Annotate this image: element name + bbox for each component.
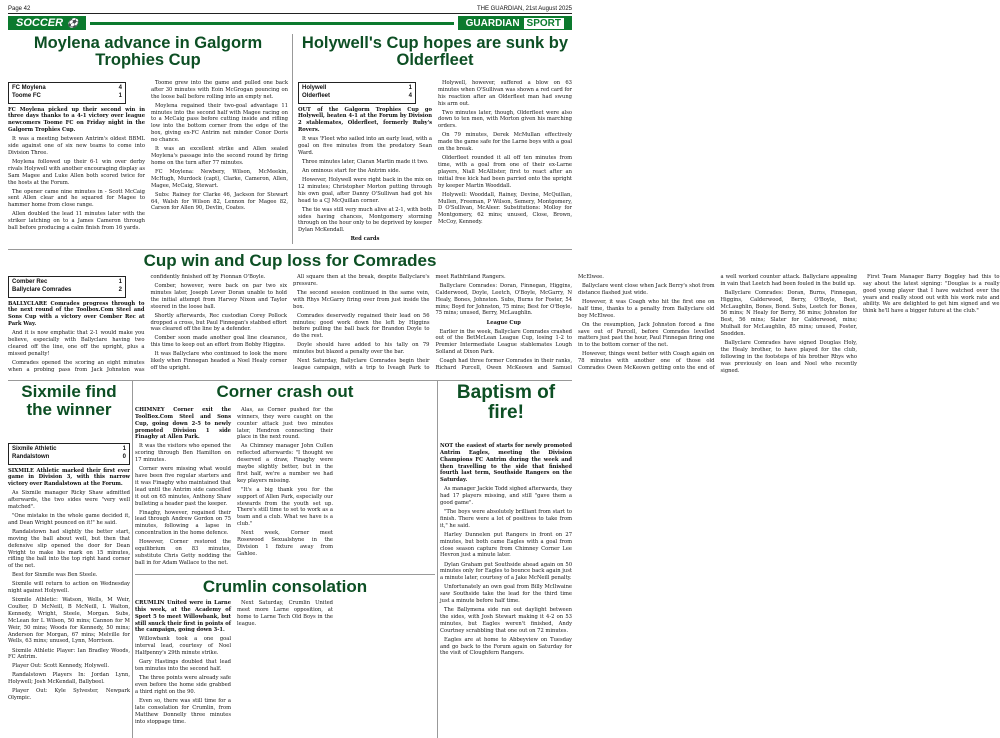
- paragraph: As Chimney manager John Cullen reflected afterwards: "I thought we deserved a draw, Finaghy were maybe slightly better, but in the first half, we're a number we had key players missing.: [237, 443, 333, 484]
- paragraph: Holywell: Wooddall, Rainey, Devine, McQuillan, Mullen, Freeman, P Wilson, Semery, Montgomery, D O'Sullivan, McAleer. Substitutions: Molloy for Montgomery, 62 mins; unused, Close, Brown, McCoy, Kennedy.: [438, 191, 572, 226]
- story-corner: [135, 383, 435, 571]
- story-body: [135, 600, 435, 734]
- score-row: Randalstown 0: [12, 453, 126, 460]
- paragraph: Shortly afterwards, Rec custodian Corey Pollock dropped a cross, but Paul Finnegan's stabbed effort was cleared off the line by a defender.: [150, 312, 287, 333]
- paragraph: First Team Manager Barry Boggley had this to say about the latest signing: "Douglas is a really good young player that I have watched over the years and really stood out with his work rate and ability. We are delighted to get him signed and we think he'll have a bigger future at the club.": [863, 274, 1000, 315]
- story-body: [8, 274, 1000, 375]
- paragraph: CHIMNEY Corner exit the ToolBox.Com Steel and Sons Cup, going down 2-5 to newly promoted Division 1 side Finaghy at Allen Park.: [135, 407, 231, 441]
- paragraph: As Sixmile manager Ricky Shaw admitted afterwards, the two sides were "very well matched".: [8, 490, 130, 511]
- paragraph: Ballyclare Comrades: Doran, Burns, Finnegan, Higgins, Calderwood, Berry, O'Boyle, Best, McLaughlin, Bones, Bond. Subs, Leetch for Bones, 56 mins; N Healy for Berry, 56 mins; Johnston for Best, 56 mins; Slater for Calderwood, mins; Mulhall for McLaughlin, 85 mins; unused, Foster, Snodden.: [720, 289, 857, 338]
- paragraph: It was an excellent strike and Allen sealed Moylena's passage into the second round by firing home on the turn after 77 minutes.: [151, 146, 288, 166]
- paragraph: Corner were missing what would have been five regular starters and it was Finaghy who maintained that lead until the Antrim side cancelled it out on 65 minutes, Anthony Shaw bulleting a header past the keeper.: [135, 466, 231, 507]
- story-sixmile: [8, 383, 130, 738]
- paragraph: The tie was still very much alive at 2-1, with both sides having chances, Montgomery storming through on the hour only to be deprived by keeper Dylan McKendall.: [298, 206, 432, 234]
- paragraph: Next Saturday, Crumlin United meet more Larne opposition, at home to Larne Tech Old Boys in the league.: [237, 600, 333, 627]
- story-crumlin: [135, 574, 435, 738]
- score-row: Olderfleet 4: [302, 92, 412, 99]
- paragraph: Harley Dunnelen put Rangers in front on 27 minutes, but both came Eagles with a goal from close season capture from Chimney Corner Lee Hevron just a minute later.: [440, 531, 572, 559]
- score-row: Sixmile Athletic 1: [12, 446, 126, 452]
- paragraph: Olderfleet rounded it all off ten minutes from time, with a goal from one of their ex-Larne players, Niall McAllister, first to react after an initial free kick had been parried onto the upright by keeper Martin Wooddall.: [438, 155, 572, 189]
- paragraph: Comber soon made another goal line clearance, this time to keep out an effort from Bobby Higgins.: [150, 335, 287, 349]
- brand-sport: SPORT: [524, 18, 564, 29]
- column-rule: [132, 381, 133, 738]
- paragraph: Gary Hastings doubled that lead ten minutes into the second half.: [135, 659, 231, 673]
- score-row: Ballyclare Comrades 2: [12, 286, 122, 293]
- story-headline: Cup win and Cup loss for Comrades: [143, 251, 437, 270]
- soccer-ball-icon: ⚽: [67, 18, 79, 28]
- story-body: [135, 407, 435, 571]
- paragraph: However, things went better with Coagh again on 78 minutes with another one of those old Comrades Owen McKeown getting onto the end of a well worked counter attack. Ballyclare appealing in vain that Leetch had been fouled in the build up.: [578, 274, 857, 372]
- paragraph: FC Moylena picked up their second win in three days thanks to a 4-1 victory over league newcomers Toome FC on Friday night in the Galgorm Trophies Cup.: [8, 106, 145, 134]
- paragraph: Earlier in the week, Ballyclare Comrades crashed out of the BetMcLean League Cup, losing 1-2 to Premier Intermediate League stablemates Lough Solland at Dixon Park.: [435, 328, 572, 356]
- paragraph: Next Saturday, Ballyclare Comrades begin their league campaign, with a trip to Iveagh Park to meet Rathfriland Rangers.: [293, 274, 506, 372]
- masthead-rule: [90, 22, 453, 25]
- paragraph: Finaghy, however, regained their lead through Andrew Gordon on 75 minutes, following a lapse in concentration in the home defence.: [135, 509, 231, 537]
- subheading: League Cup: [486, 319, 521, 326]
- paragraph: SIXMILE Athletic marked their first ever game in Division 3, with this narrow victory over Randalstown at the Forum.: [8, 467, 130, 488]
- paragraph: Comrades opened the scoring an eight minutes when a probing pass from Jack Johnston was confidently finished off by Fionnan O'Boyle.: [8, 274, 266, 373]
- paragraph: The three points were already safe even before the home side grabbed a third right on the 90.: [135, 675, 231, 695]
- paragraph: Player Out: Kyle Sylvester, Newpark Olympic.: [8, 688, 130, 702]
- paragraph: It was the visitors who opened the scoring through Ben Hamilton on 17 minutes.: [135, 443, 231, 464]
- paragraph: Willowbank took a one goal interval lead, courtesy of Noel Halfpenny's 29th minute strike.: [135, 636, 231, 657]
- paragraph: Ballyclare went close when Jack Berry's shot from distance flashed just wide.: [578, 283, 715, 296]
- paragraph: Ballyclare Comrades have signed Douglas Holy, the Healy brother, to have played for the club, following in the footsteps of his brother Rhys who was previously on loan and Noel who recently signed.: [720, 340, 857, 374]
- paragraph: BALLYCLARE Comrades progress through to the next round of the Toolbox.Com Steel and Sons Cup with a victory over Comber Rec at Park Way.: [8, 300, 145, 328]
- column-rule: [437, 381, 438, 738]
- paragraph: It was Ballyclare who continued to look the more likely when Finnegan headed a Noel Healy corner off the upright.: [150, 351, 287, 372]
- paragraph: Best for Sixmile was Ben Steele.: [12, 572, 98, 579]
- section-masthead: [8, 16, 572, 30]
- bottom-stories: [8, 380, 572, 738]
- story-body: [440, 443, 572, 734]
- paragraph: The Ballymena side ran out daylight between the sides, with Josh Stewart making it 4-2 on 53 minutes, but Eagles weren't finished, Andy Courtney scrabbling that one out on 72 minutes.: [440, 607, 572, 634]
- score-box: [8, 443, 130, 465]
- top-stories: [8, 34, 572, 244]
- story-headline: Crumlin consolation: [202, 577, 368, 596]
- paragraph: On the resumption, Jack Johnston forced a fine save out of Purcell, before Comrades levelled matters just past the hour, Paul Finnegan firing one in to the bottom corner of the net.: [578, 321, 715, 349]
- score-box: [8, 276, 126, 298]
- paragraph: Two minutes later, though, Olderfleet were also down to ten men, with Morton given his marching orders.: [438, 109, 572, 130]
- page-number: Page 42: [8, 5, 31, 12]
- paragraph: FC Moylena: Newbery, Wilson, McMeekin, McHugh, Murdock (capt), Clarke, Cameron, Allen, Magee, McCaig, Stewart.: [151, 168, 288, 189]
- paragraph: Comrades deservedly regained their lead on 56 minutes; good work down the left by Higgins before pulling the ball back for Brandon Doyle to do the rest.: [293, 312, 430, 340]
- paragraph: Moylena followed up their 6-1 win over derby rivals Holywell with another encouraging display as Sam Magee and Luke Allen both scored twice for the hosts at the Forum.: [8, 158, 145, 186]
- paragraph: Next week, Corner meet Rosewood Sexualshyne in the Division 1 fixture away from Gahlee.: [237, 530, 333, 557]
- story-body: [8, 80, 288, 244]
- paragraph: Unfortunately an own goal from Billy McIlwaine saw Southside take the lead for the third time just a minute before half time.: [440, 584, 572, 604]
- paragraph: Toome grew into the game and pulled one back after 30 minutes with Eoin McGrogan pouncing on the loose ball before rolling into an empty net.: [151, 80, 288, 100]
- story-headline: Corner crash out: [216, 382, 354, 401]
- paragraph: Doyle should have added to his tally on 79 minutes but blazed a penalty over the bar.: [293, 342, 430, 356]
- paragraph: "One mistake in the whole game decided it, and Dean Wright pounced on it!" he said.: [8, 513, 130, 526]
- paragraph: Holywell, however, suffered a blow on 63 minutes when O'Sullivan was shown a red card for his reaction after an Olderfleet man had swung his arm out.: [438, 80, 572, 107]
- score-row: Comber Rec 1: [12, 279, 122, 285]
- paragraph: "The boys were absolutely brilliant from start to finish. There were a lot of positives to take from it," he said.: [440, 509, 572, 529]
- paragraph: An ominous start for the Antrim side.: [302, 168, 401, 175]
- paragraph: Eagles are at home to Abbeyview on Tuesday and go back to the Forum again on Saturday for the visit of Cloughfern Rangers.: [440, 636, 572, 657]
- page-header: [8, 4, 572, 14]
- paragraph: As manager Jackie Todd sighed afterwards, they had 17 players missing, and still "gave them a good game".: [440, 486, 572, 507]
- story-holywell: [298, 34, 572, 244]
- story-headline: Moylena advance in Galgorm Trophies Cup: [33, 34, 263, 70]
- paragraph: Coagh had three former Comrades in their ranks, Richard Purcell, Owen McKeown and Samuel McElwee.: [435, 274, 604, 372]
- paragraph: Moylena regained their two-goal advantage 11 minutes into the second half with Magee racing on to a McCaig pass before cutting inside and rifling low into the bottom corner from the edge of the box, giving ex-FC Antrim net minder Conor Doris no chance.: [151, 102, 288, 144]
- paragraph: It was a meeting between Antrim's oldest BBML side against one of six new teams to come into Division Three.: [8, 136, 145, 156]
- paragraph: Ballyclare Comrades: Doran, Finnegan, Higgins, Calderwood, Doyle, Leetch, O'Boyle, McGarry, N Healy, Bones, Johnston. Subs, Burns for Foster, 54 mins; Boyd for Johnston, 75 mins; Best for O'Boyle, 75 mins; unused, Berry, McLaughlin.: [435, 283, 572, 317]
- paragraph: Alas, as Corner pushed for the winners, they were caught on the counter attack just two minutes later, Hendron connecting their place in the next round.: [237, 407, 333, 441]
- paragraph: However, Corner restored the equilibrium on 83 minutes, substitute Chris Getty nodding the ball in for Adam Wallace to the net.: [135, 539, 231, 566]
- paragraph: Player Out: Scott Kennedy, Holywell.: [12, 663, 109, 670]
- score-row: FC Moylena 4: [12, 85, 122, 91]
- score-box: [8, 82, 126, 104]
- paragraph: The opener came nine minutes in - Scott McCaig sent Allen clear and he squared for Magee to hammer home from close range.: [8, 188, 145, 209]
- paragraph: And it is now emphatic that 2-1 would make you believe, especially with Ballyclare having two cleared off the line, one off the upright, plus a missed penalty!: [8, 330, 145, 357]
- section-tab: [8, 16, 86, 30]
- story-headline: Holywell's Cup hopes are sunk by Olderfleet: [301, 34, 569, 70]
- score-row: Toome FC 1: [12, 92, 122, 99]
- paragraph: On 79 minutes, Derek McMullan effectively made the game safe for the Larne boys with a goal on the break.: [438, 132, 572, 153]
- paragraph: Sixmile Athletic Player: Ian Bradley Woods, FC Antrim.: [8, 647, 130, 661]
- score-row: Holywell 1: [302, 85, 412, 91]
- paragraph: Sixmile will return to action on Wednesday night against Holywell.: [8, 581, 130, 595]
- paragraph: Allen doubled the lead 11 minutes later with the striker latching on to a James Cameron through ball before producing a calm finish from 16 yards.: [8, 211, 145, 232]
- paragraph: Randalstown Players In: Jordan Lynn, Holywell; Josh McKendall, Ballybeel.: [8, 672, 130, 686]
- masthead-date: THE GUARDIAN, 21st August 2025: [476, 5, 572, 12]
- story-baptism: [440, 383, 572, 738]
- paragraph: However, it was Coagh who hit the first one on half time, thanks to a penalty from Ballyclare old boy McElwee.: [578, 298, 715, 319]
- paragraph: However, Holywell were right back in the mix on 12 minutes; Christopher Morton putting through his own goal, after Danny O'Sullivan had got his head to a CJ McQuillan corner.: [298, 177, 432, 204]
- paragraph: Sixmile Athletic: Watson, Wells, M Weir, Coulter, D McNeill, B McNeill, L Walton, Kennedy, Wright, Steele, Morgan. Subs, McLean for L Wilson, 50 mins; Cannon for M Weir, 50 mins; Woods for Kennedy, 50 mins; Anderson for Morgan, 67 mins; Melville for Wells, 63 mins; unused, Lynn, Morrison.: [8, 597, 130, 645]
- score-box: [298, 82, 416, 104]
- story-comrades: [8, 249, 1000, 375]
- paragraph: Dylan Graham put Southside ahead again on 50 minutes only for Eagles to bounce back again just a minute later, courtesy of a Jake McNeill penalty.: [440, 561, 572, 582]
- section-tab-label: SOCCER: [16, 17, 64, 29]
- paragraph: All square then at the break, despite Ballyclare's pressure.: [293, 274, 430, 287]
- story-moylena: [8, 34, 293, 244]
- paragraph: OUT of the Galgorm Trophies Cup go Holywell, beaten 4-1 at the Forum by Division 2 stablemates, Olderfleet, formerly Ruby's Rovers.: [298, 106, 432, 134]
- brand-name: GUARDIAN: [465, 17, 520, 29]
- paragraph: "It's a big thank you for the support of Allen Park, especially our stewards from the youth set up. There's still time to set to work as a team and a club. What we have is a club.": [237, 486, 333, 528]
- story-body: [8, 441, 130, 734]
- paragraph: Comber, however, were back on par two six minutes later, Joseph Lever Doran unable to hold the initial attempt from Harvey Nixon and Taylor steered in the loose ball.: [150, 283, 287, 310]
- paragraph: CRUMLIN United were in Larne this week, at the Academy of Sport 5 to meet Willowbank, but still snuck their first in points of the campaign, going down 3-1.: [135, 600, 231, 634]
- paragraph: The second session continued in the same vein, with Rhys McGarry firing over from just inside the box.: [293, 289, 430, 310]
- story-headline: Baptism of fire!: [456, 382, 556, 423]
- story-body: [298, 80, 572, 244]
- paragraph: Even so, there was still time for a late consolation for Crumlin, from Matthew Donnelly three minutes into stoppage time.: [135, 697, 231, 725]
- brand-logo: [458, 16, 572, 30]
- paragraph: Subs: Rainey for Clarke 46, Jackson for Stewart 64, Walsh for Wilson 82, Lennon for Magee 82, Carson for Allen 90, Devlin, Coates.: [151, 191, 288, 212]
- story-headline: Sixmile find the winner: [21, 382, 117, 419]
- paragraph: Three minutes later, Ciaran Martin made it two.: [302, 158, 429, 165]
- subheading: Red cards: [350, 236, 380, 243]
- paragraph: NOT the easiest of starts for newly promoted Antrim Eagles, meeting the Division Champions FC Antrim during the week and then travelling to the side that finished fourth last term, Southside Rangers on the Saturday.: [440, 443, 572, 484]
- paragraph: It was 'Fleet who sailed into an early lead, with a goal on five minutes from the predatory Sean Ward.: [298, 136, 432, 156]
- paragraph: Randalstown had slightly the better start, moving the ball about well, but then that defensive slip opened the door for Dean Wright to make his mark on 15 minutes, rifling the ball into the top right hand corner of the net.: [8, 529, 130, 570]
